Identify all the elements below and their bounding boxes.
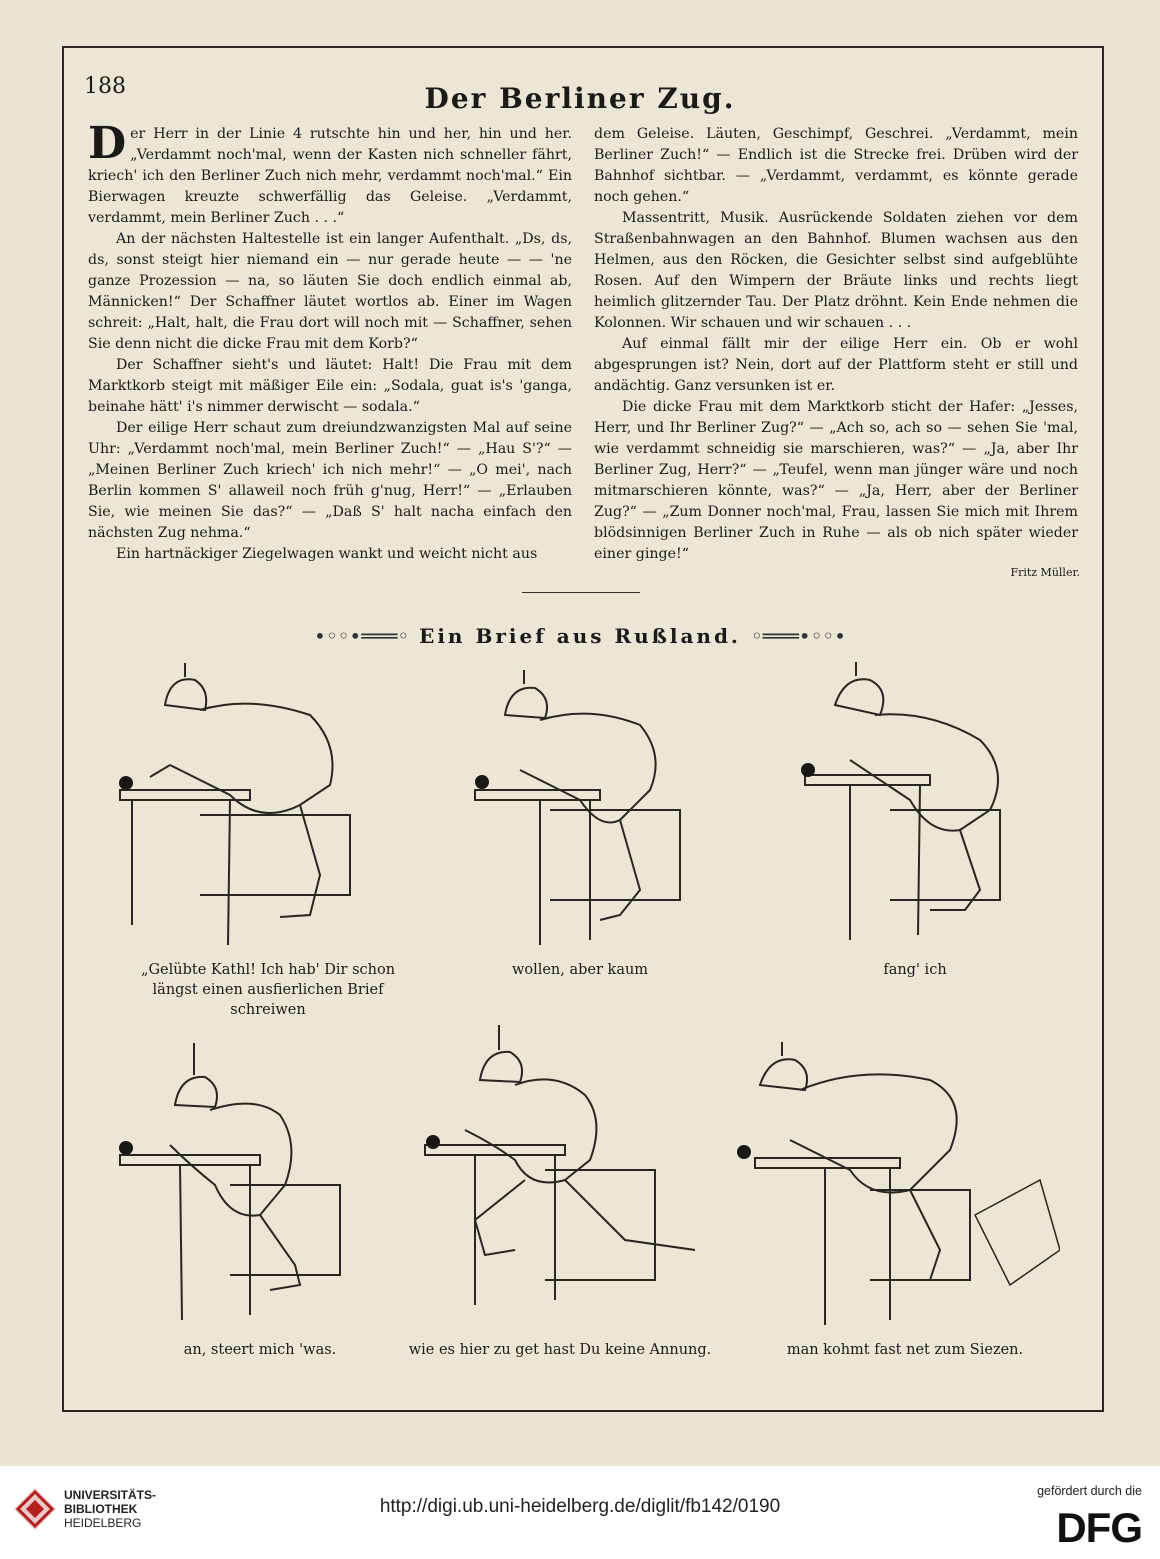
dfg-logo: DFG: [1056, 1504, 1142, 1551]
paragraph: Der Schaffner sieht's und läutet: Halt! Die Frau mit dem Marktkorb steigt mit mäßiger Eile ein: „Sodala, guat is's 'ganga, beinahe hätt' i's nimmer derwischt — sodala.“: [88, 357, 572, 415]
cartoon-panel-3: [790, 660, 1040, 960]
paragraph: Massentritt, Musik. Ausrückende Soldaten ziehen vor dem Straßenbahnwagen an den Bahnhof. Blumen wachsen aus den Helmen, aus den Röcken, die Gesichter selbst sind aufgeblühte Rosen. Auf den Wimpern der Bräute links und rechts liegt heimlich glitzernder Tau. Der Platz dröhnt. Kein Ende nehmen die Kolonnen. Wir schauen und wir schauen . . .: [594, 210, 1078, 331]
cartoon-panel-5: [415, 1020, 715, 1320]
author-signature: Fritz Müller.: [1010, 566, 1080, 579]
ornament-right: ◦═══•◦◦•: [750, 624, 846, 648]
paragraph: Ein hartnäckiger Ziegelwagen wankt und weicht nicht aus: [116, 546, 538, 562]
cartoon-caption-5: wie es hier zu get hast Du keine Annung.: [408, 1342, 712, 1358]
paragraph: dem Geleise. Läuten, Geschimpf, Geschrei. „Verdammt, mein Berliner Zuch!“ — Endlich ist die Strecke frei. Drüben wird der Bahnhof sichtbar. — „Verdammt, verdammt, es könnte gerade noch gehen.“: [594, 126, 1078, 205]
section-divider: [522, 592, 640, 593]
article-column-right: [594, 124, 1078, 565]
cartoon-caption-2: wollen, aber kaum: [511, 962, 649, 978]
drop-cap: D: [88, 118, 127, 169]
cartoon-caption-6: man kohmt fast net zum Siezen.: [786, 1342, 1024, 1358]
cartoon-title: •◦◦•═══◦ Ein Brief aus Rußland. ◦═══•◦◦•: [314, 624, 846, 648]
cartoon-caption-1: „Gelübte Kathl! Ich hab' Dir schon längst einen ausfierlichen Brief schreiwen: [140, 962, 396, 1018]
cartoon-caption-4: an, steert mich 'was.: [183, 1342, 337, 1358]
cartoon-panel-2: [460, 660, 720, 960]
cartoon-panel-1: [110, 655, 370, 955]
page-number: 188: [84, 74, 126, 99]
article-title: Der Berliner Zug.: [424, 82, 736, 115]
paragraph: Die dicke Frau mit dem Marktkorb sticht der Hafer: „Jesses, Herr, und Ihr Berliner Zug?“ — „Ach so, ach so — sehen Sie 'mal, wie verdammt schneidig sie marschieren, was?“ — „Ja, aber Ihr Berliner Zug, Herr?“ — „Teufel, wenn man jünger wäre und noch mitmarschieren könnte, was?“ — „Ja, Herr, aber der Berliner Zug?“ — „Zum Donner noch'mal, Frau, lassen Sie mich mit Ihrem blödsinnigen Berliner Zuch in Ruhe — als ob nich später wieder einer ginge!“: [594, 399, 1078, 562]
paragraph: Der Herr in der Linie 4 rutschte hin und her, hin und her. „Verdammt noch'mal, wenn der Kasten nich schneller fährt, kriech' ich den Berliner Zuch nich mehr, verdammt noch'mal.“ Ein Bierwagen kreuzte schwerfällig das Geleise. „Verdammt, verdammt, mein Berliner Zuch . . .“: [88, 118, 572, 226]
university-library-name: UNIVERSITÄTS- BIBLIOTHEK HEIDELBERG: [64, 1488, 157, 1530]
paragraph: Auf einmal fällt mir der eilige Herr ein. Ob er wohl abgesprungen ist? Nein, dort auf der Plattform steht er still und andächtig. Ganz versunken ist er.: [594, 336, 1078, 394]
cartoon-caption-3: fang' ich: [883, 962, 947, 978]
ornament-left: •◦◦•═══◦: [314, 624, 410, 648]
funding-note: gefördert durch die: [1037, 1484, 1142, 1498]
article-column-left: [88, 118, 572, 565]
paragraph: Der eilige Herr schaut zum dreiundzwanzigsten Mal auf seine Uhr: „Verdammt noch'mal, mein Berliner Zuch!“ — „Hau S'?“ — „Meinen Berliner Zuch kriech' ich nich mehr!“ — „O mei', nach Berlin kommen S' allaweil noch früh g'nug, Herr!“ — „Erlauben Sie, wie meinen Sie das?“ — „Daß S' halt nacha einfach den nächsten Zug nehma.“: [88, 420, 572, 541]
page-url-link[interactable]: http://digi.ub.uni-heidelberg.de/diglit/fb142/0190: [379, 1496, 781, 1517]
cartoon-panel-4: [110, 1035, 380, 1335]
cartoon-panel-6: [730, 1040, 1060, 1340]
paragraph: An der nächsten Haltestelle ist ein langer Aufenthalt. „Ds, ds, ds, sonst steigt hier niemand ein — nur gerade heute — — 'ne ganze Prozession — na, so läuten Sie doch endlich einmal ab, Männicken!“ Der Schaffner läutet wortlos ab. Einer im Wagen schreit: „Halt, halt, die Frau dort will noch mit — Schaffner, sehen Sie denn nicht die dicke Frau mit dem Korb?“: [88, 231, 572, 352]
